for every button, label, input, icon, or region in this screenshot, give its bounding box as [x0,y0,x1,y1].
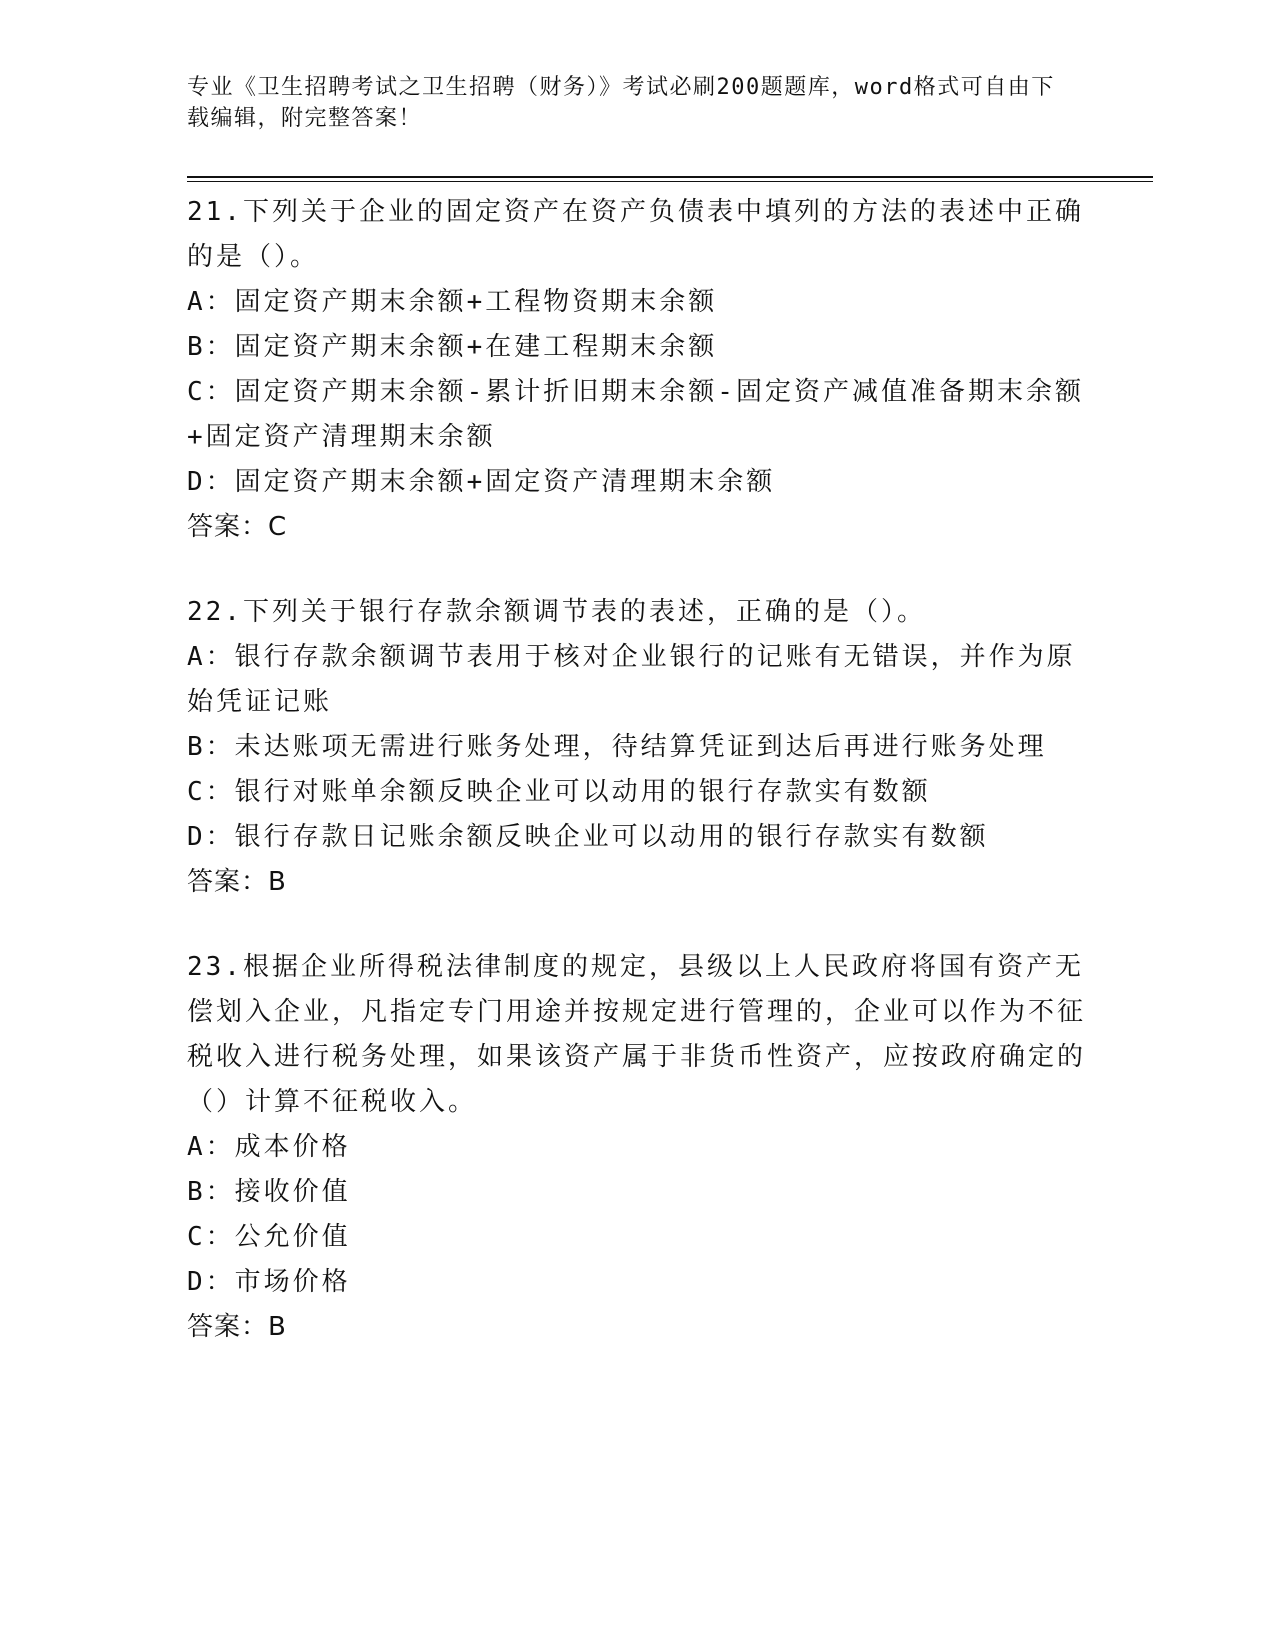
header-divider-thin [187,181,1153,182]
option-d: D：市场价格 [187,1267,351,1297]
document-header: 专业《卫生招聘考试之卫生招聘（财务）》考试必刷200题题库，word格式可自由下载编辑，附完整答案！ [187,75,1055,131]
option-c: C：公允价值 [187,1222,351,1252]
option-c: C：银行对账单余额反映企业可以动用的银行存款实有数额 [187,777,931,807]
option-a: A：银行存款余额调节表用于核对企业银行的记账有无错误，并作为原始凭证记账 [187,642,1076,717]
answer-label: 答案：B [187,1312,287,1342]
option-d: D：银行存款日记账余额反映企业可以动用的银行存款实有数额 [187,822,989,852]
question-list [187,190,1087,1390]
question-22 [187,590,1087,905]
option-c: C：固定资产期末余额-累计折旧期末余额-固定资产减值准备期末余额+固定资产清理期末余额 [187,377,1084,452]
question-stem: 23.根据企业所得税法律制度的规定，县级以上人民政府将国有资产无偿划入企业，凡指定专门用途并按规定进行管理的，企业可以作为不征税收入进行税务处理，如果该资产属于非货币性资产，应按政府确定的（）计算不征税收入。 [187,952,1087,1117]
option-d: D：固定资产期末余额+固定资产清理期末余额 [187,467,776,497]
question-23 [187,945,1087,1350]
question-21 [187,190,1087,550]
option-a: A：固定资产期末余额+工程物资期末余额 [187,287,718,317]
header-divider-thick [187,176,1153,178]
answer-label: 答案：B [187,867,287,897]
option-b: B：接收价值 [187,1177,351,1207]
answer-label: 答案：C [187,512,288,542]
question-stem: 21.下列关于企业的固定资产在资产负债表中填列的方法的表述中正确的是（）。 [187,197,1084,272]
option-b: B：固定资产期末余额+在建工程期末余额 [187,332,718,362]
question-stem: 22.下列关于银行存款余额调节表的表述，正确的是（）。 [187,597,926,627]
option-b: B：未达账项无需进行账务处理，待结算凭证到达后再进行账务处理 [187,732,1047,762]
option-a: A：成本价格 [187,1132,351,1162]
